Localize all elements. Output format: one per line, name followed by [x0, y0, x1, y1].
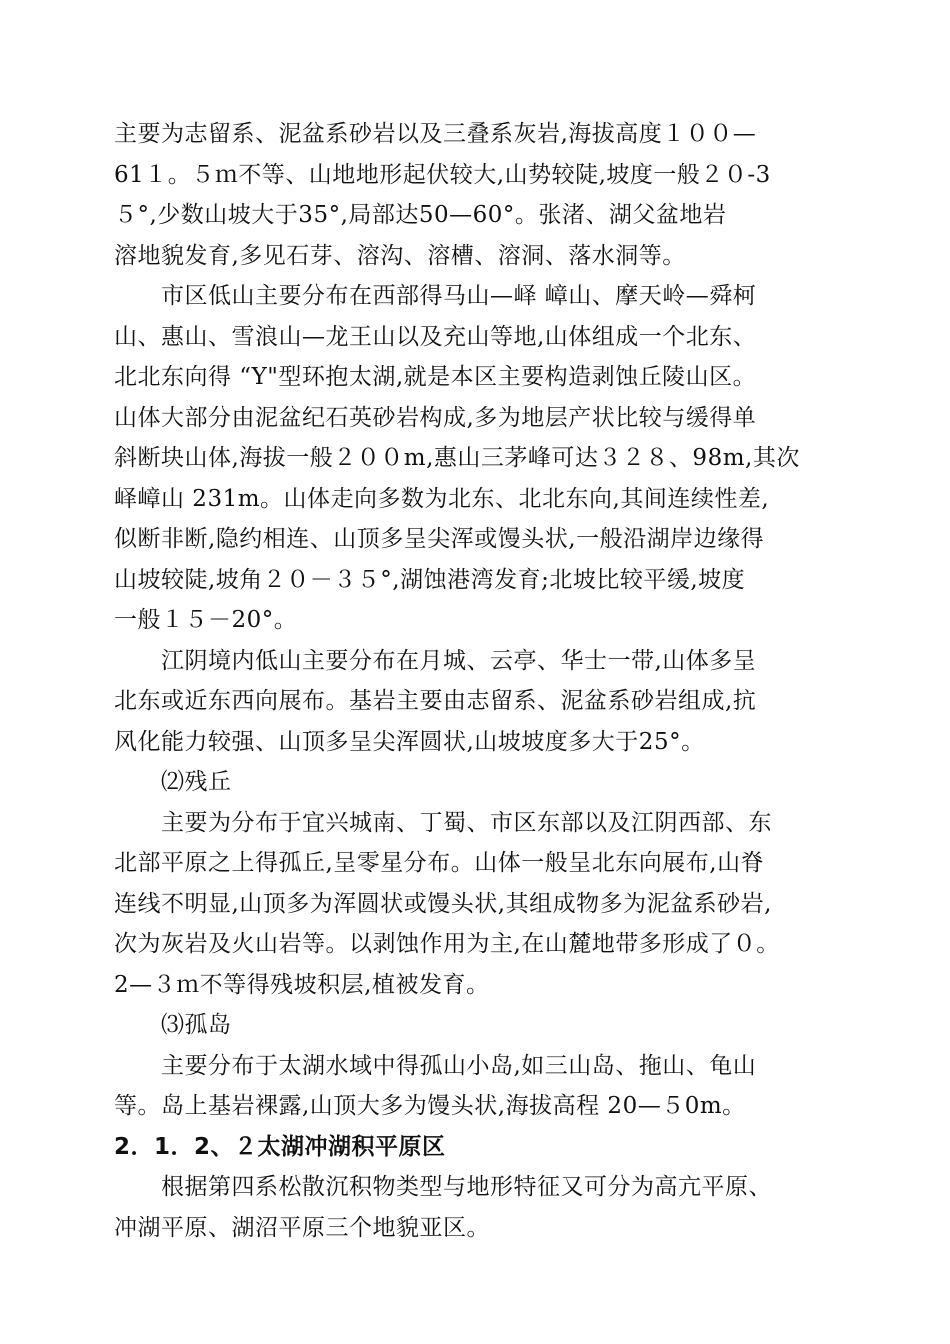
- text-line: 主要为分布于宜兴城南、丁蜀、市区东部以及江阴西部、东: [114, 809, 772, 836]
- text-line: 根据第四系松散沉积物类型与地形特征又可分为高亢平原、: [114, 1174, 772, 1200]
- text-line: 江阴境内低山主要分布在月城、云亭、华士一带,山体多呈: [114, 647, 757, 674]
- section-heading: 2．1．2、２太湖冲湖积平原区: [114, 1133, 446, 1160]
- text-line: 主要分布于太湖水域中得孤山小岛,如三山岛、拖山、龟山: [114, 1052, 757, 1079]
- body-text: [114, 114, 854, 1248]
- text-line: 北北东向得 “Y"型环抱太湖,就是本区主要构造剥蚀丘陵山区。: [114, 364, 757, 390]
- text-line: 一般１５－20°。: [114, 607, 298, 633]
- text-line: 次为灰岩及火山岩等。以剥蚀作用为主,在山麓地带多形成了０。: [114, 931, 780, 957]
- text-line: 溶地貌发育,多见石芽、溶沟、溶槽、溶洞、落水洞等。: [114, 242, 686, 269]
- text-line: 北东或近东西向展布。基岩主要由志留系、泥盆系砂岩组成,抗: [114, 688, 757, 714]
- text-line: 山、惠山、雪浪山—龙王山以及充山等地,山体组成一个北东、: [114, 323, 757, 350]
- text-line: 似断非断,隐约相连、山顶多呈尖浑或馒头状,一般沿湖岸边缘得: [114, 526, 765, 552]
- subsection-label: ⑵残丘: [114, 769, 232, 795]
- text-line: 市区低山主要分布在西部得马山—峄 嶂山、摩天岭—舜柯: [114, 283, 757, 309]
- text-line: 斜断块山体,海拔一般２００m,惠山三茅峰可达３２８、98m,其次: [114, 445, 800, 471]
- text-line: 山体大部分由泥盆纪石英砂岩构成,多为地层产状比较与缓得单: [114, 404, 757, 431]
- text-line: 冲湖平原、湖沼平原三个地貌亚区。: [114, 1214, 490, 1241]
- text-line: 峄嶂山 231m。山体走向多数为北东、北北东向,其间连续性差,: [114, 485, 770, 512]
- subsection-label: ⑶孤岛: [114, 1012, 232, 1038]
- text-line: 北部平原之上得孤丘,呈零星分布。山体一般呈北东向展布,山脊: [114, 850, 765, 876]
- text-line: 等。岛上基岩裸露,山顶大多为馒头状,海拔高程 20—５0m。: [114, 1093, 746, 1119]
- text-line: 2—３ｍ不等得残坡积层,植被发育。: [114, 971, 490, 998]
- text-line: ５°,少数山坡大于35°,局部达50—60°。张渚、湖父盆地岩: [114, 202, 727, 228]
- text-line: 连线不明显,山顶多为浑圆状或馒头状,其组成物多为泥盆系砂岩,: [114, 890, 772, 917]
- text-line: 主要为志留系、泥盆系砂岩以及三叠系灰岩,海拔高度１００—: [114, 121, 757, 147]
- text-line: 山坡较陡,坡角２０－３５°,湖蚀港湾发育;北坡比较平缓,坡度: [114, 566, 746, 593]
- text-line: 61１。５ｍ不等、山地地形起伏较大,山势较陡,坡度一般２０-3: [114, 161, 771, 188]
- text-line: 风化能力较强、山顶多呈尖浑圆状,山坡坡度多大于25°。: [114, 728, 705, 755]
